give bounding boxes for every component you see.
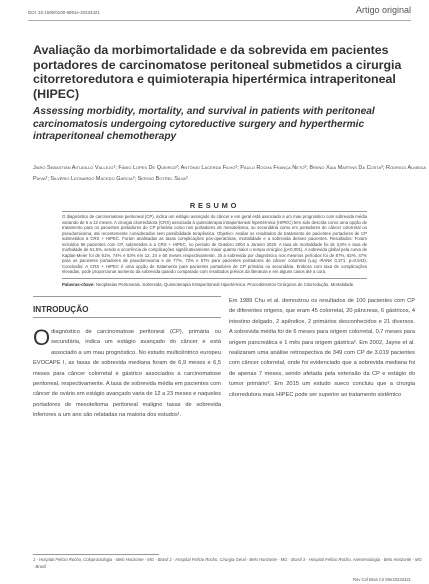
resumo-bottom-divider — [62, 278, 367, 279]
keywords — [62, 282, 367, 287]
journal-reference: Rev Col Bras Cir 50e20233421 — [353, 577, 411, 582]
section-label: Artigo original — [355, 5, 411, 15]
introduction-heading: INTRODUÇÃO — [33, 296, 221, 318]
introduction-paragraph-right — [229, 296, 415, 400]
left-column — [33, 296, 221, 421]
resumo-top-divider — [62, 211, 367, 212]
drop-cap: O — [33, 325, 51, 350]
author-list: Jairo Sebastián Aitudillo Vallejo¹; Fábio Lopes De Queiroz²; Antônio Lacerda Filho²; Paulo Rocha França Neto²; Breno Xaia Martins Da Costa²; Rodrigo Almeida Paiva²; Silvério Leonardo Macedo Garcia²; Sergio Botrel Silva² — [33, 165, 427, 182]
keywords-list: Neoplasias Peritoneais. Sobrevida. Quimioterapia Intraperitoneal Hipertérmica. Procedimentos Cirúrgicos de Citorredução. Mortalidade. — [95, 282, 355, 287]
abstract-text: O diagnóstico de carcinomatose peritoneal (CP), indica um estágio avançado do câncer e em geral está associado a um mau prognóstico com sobrevida média variando de 6 a 12 meses. A cirurgia citorredutora (CRS) associada à quimioterapia intraperitoneal hipertérmica (HIPEC) tem sido descrita como uma opção de tratamento para os pacientes portadores de CP primária como nos portadores de mesotelioma, ou secundária como em portadores de câncer colorretal ou pseudomixoma, até recentemente considerados sem possibilidade terapêutica. Objetivo: Avaliar os resultados do tratamento de pacientes portadores de CP submetidos a CRS + HIPEC. Foram analisadas as taxas complicações pós-operatórias, mortalidade e a sobrevida desses pacientes. Resultados: Foram incluídos 56 pacientes com CP, submetidos a a CRS + HIPEC, no período de Outubro 2004 a Janeiro 2020. A taxa de mortalidade foi de 3,8% e taxa de morbidade de 61,5%, sendo a ocorrência de complicações significativamente maior quanto maior o tempo cirúrgico (p<0,001). A sobrevida global pela curva de Kaplan-Meier foi de 81%, 74% e 53% em 12, 24 e 60 meses respectivamente. Já a sobrevida por diagnóstico nos mesmos períodos foi de 87%, 82%, 47% para os pacientes portadores de pseudomixoma e de 77%, 72% e 57% para pacientes portadores de câncer colorretal (Log -RANK 0,371, p=0,543). Conclusão: A CRS + HIPEC é uma opção de tratamento para pacientes portadores de CP primária ou secundária. Embora com taxa de complicações elevadas, pode proporcionar aumento da sobrevida quando comparado com resultados prévios da literatura e em alguns casos até a cura. — [62, 214, 367, 274]
title-portuguese: Avaliação da morbimortalidade e da sobrevida em pacientes portadores de carcinomatose peritoneal submetidos a cirurgia citorretoredutora e quimioterapia hipertérmica intraperitoneal (HIPEC) — [33, 43, 402, 101]
introduction-left-text: diagnóstico de carcinomatose peritoneal (CP), primária ou secundária, indica um estágio avançado do câncer e está associado a um mau prognóstico. No estudo multicêntrico europeu EVOCAPE I, as taxas de sobrevida mediana foram de 6,9 meses e 6,5 meses para câncer colorretal e gástrico associados a carcinomatose peritoneal, respectivamente. A taxa de sobrevida média em pacientes com câncer de ovário em estágio avançado varia de 12 a 23 meses e naqueles portadores de mesotelioma peritoneal maligno taxas de sobrevida inferiores a um ano são relatadas na maioria dos estudos¹. — [33, 329, 221, 419]
footnote: 1 - Hospital Felício Rocho, Coloproctologia - Belo Horizonte - MG - Brasil 2 - Hospital Felício Rocho, Cirurgia Geral - Belo Horizonte - MG - Brasil 3 - Hospital Felício Rocho, Anestesiologia - Belo Horizonte - MG - Brasil — [33, 557, 422, 569]
doi: DOI: 10.1590/0100-6991e-20233421 — [28, 10, 100, 15]
footnote-divider — [33, 554, 159, 555]
introduction-right-text: Em 1989 Chu et al. demostrou os resultados de 100 pacientes com CP de diferentes origens, que eram 45 colorretal, 20 pâncreas, 6 gástricos, 4 intestino delgado, 2 apêndice, 2 primários desconhecidos e 21 diversos. A sobrevida média foi de 6 meses para origem colorretal, 0,7 meses para origem pancreática e 1 mês para origem gástrica². Em 2002, Jayne et al. realizaram uma análise retrospectiva de 349 com CP de 3.019 pacientes com câncer colorretal, onde foi evidenciado que a sobrevida mediana foi de apenas 7 meses, sendo afetada pela extensão da CP e estágio do tumor primário³. Em 2015 um estudo sueco concluiu que a cirurgia citorredutora mais HIPEC pode ser superior ao tratamento sistêmico — [229, 298, 415, 398]
introduction-paragraph-left — [33, 327, 221, 421]
right-column — [229, 296, 415, 400]
resumo-heading: RESUMO — [189, 201, 240, 210]
header-divider — [28, 20, 411, 21]
keywords-label: Palavras-chave: — [62, 282, 95, 287]
title-english: Assessing morbidity, mortality, and survival in patients with peritoneal carcinomatosis undergoing cytoreductive surgery and hyperthermic intraperitoneal chemotherapy — [33, 106, 375, 142]
